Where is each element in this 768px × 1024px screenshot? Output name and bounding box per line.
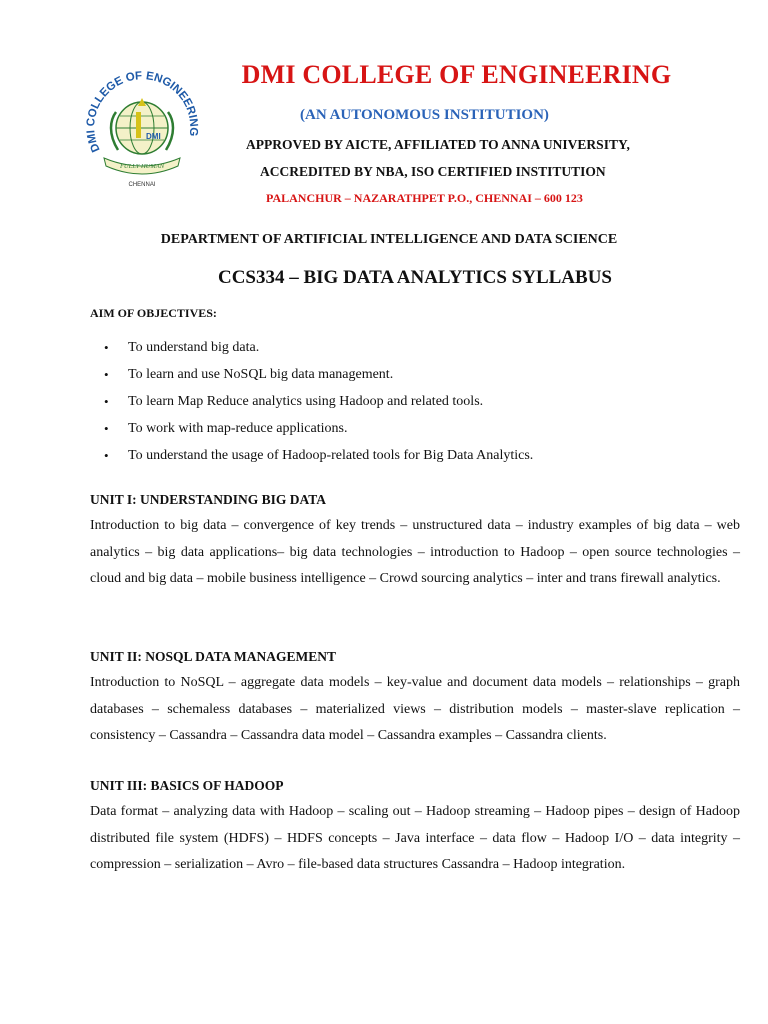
unit-3-section — [90, 777, 740, 879]
objective-item — [90, 446, 533, 473]
unit-2-title: UNIT II: NOSQL DATA MANAGEMENT — [90, 649, 337, 664]
college-title: DMI COLLEGE OF ENGINEERING — [241, 60, 672, 89]
unit-1-title: UNIT I: UNDERSTANDING BIG DATA — [90, 492, 327, 507]
objective-text: To understand big data. — [128, 340, 260, 355]
unit-2-body: Introduction to NoSQL – aggregate data models – key-value and document data models – relationships – graph databases – schemaless databases – materialized views – distribution models – master-slave replication – consistency – Cassandra – Cassandra data model – Cassandra examples – Cassandra clients. — [90, 675, 740, 743]
autonomous-label: (AN AUTONOMOUS INSTITUTION) — [300, 107, 549, 123]
bullet-icon: • — [104, 394, 109, 409]
objective-item — [90, 419, 533, 446]
objective-item — [90, 338, 533, 365]
unit-1-body: Introduction to big data – convergence of key trends – unstructured data – industry examples of big data – web analytics – big data applications– big data technologies – introduction to Hadoop – open source technologies – cloud and big data – mobile business intelligence – Crowd sourcing analytics – inter and trans firewall analytics. — [90, 518, 740, 586]
accreditation-line: ACCREDITED BY NBA, ISO CERTIFIED INSTITUTION — [260, 164, 606, 179]
unit-2-section — [90, 648, 740, 750]
objective-text: To work with map-reduce applications. — [128, 421, 348, 436]
objective-item — [90, 392, 533, 419]
approval-line: APPROVED BY AICTE, AFFILIATED TO ANNA UNIVERSITY, — [246, 137, 630, 152]
objective-text: To learn and use NoSQL big data management. — [128, 367, 394, 382]
unit-1-section — [90, 491, 740, 593]
college-address: PALANCHUR – NAZARATHPET P.O., CHENNAI – 600 123 — [266, 191, 583, 205]
unit-3-title: UNIT III: BASICS OF HADOOP — [90, 778, 284, 793]
objectives-heading: AIM OF OBJECTIVES: — [90, 306, 217, 320]
objectives-list — [90, 338, 533, 473]
logo-emblem-text: DMI — [146, 132, 161, 141]
logo-city: CHENNAI — [128, 182, 156, 188]
objective-item — [90, 365, 533, 392]
bullet-icon: • — [104, 367, 109, 382]
bullet-icon: • — [104, 421, 109, 436]
objective-text: To learn Map Reduce analytics using Hadoop and related tools. — [128, 394, 484, 409]
logo-motto: FULLY HUMAN — [119, 163, 165, 170]
logo-ring-text: DMI COLLEGE OF ENGINEERING — [85, 70, 200, 154]
department-heading: DEPARTMENT OF ARTIFICIAL INTELLIGENCE AND DATA SCIENCE — [160, 232, 618, 247]
bullet-icon: • — [104, 340, 109, 355]
objective-text: To understand the usage of Hadoop-related tools for Big Data Analytics. — [128, 448, 534, 463]
course-title: CCS334 – BIG DATA ANALYTICS SYLLABUS — [217, 267, 612, 288]
bullet-icon: • — [104, 448, 109, 463]
unit-3-body: Data format – analyzing data with Hadoop – scaling out – Hadoop streaming – Hadoop pipes – design of Hadoop distributed file system (HDFS) – HDFS concepts – Java interface – data flow – Hadoop I/O – data integrity – compression – serialization – Avro – file-based data structures Cassandra – Hadoop integration. — [90, 804, 740, 872]
